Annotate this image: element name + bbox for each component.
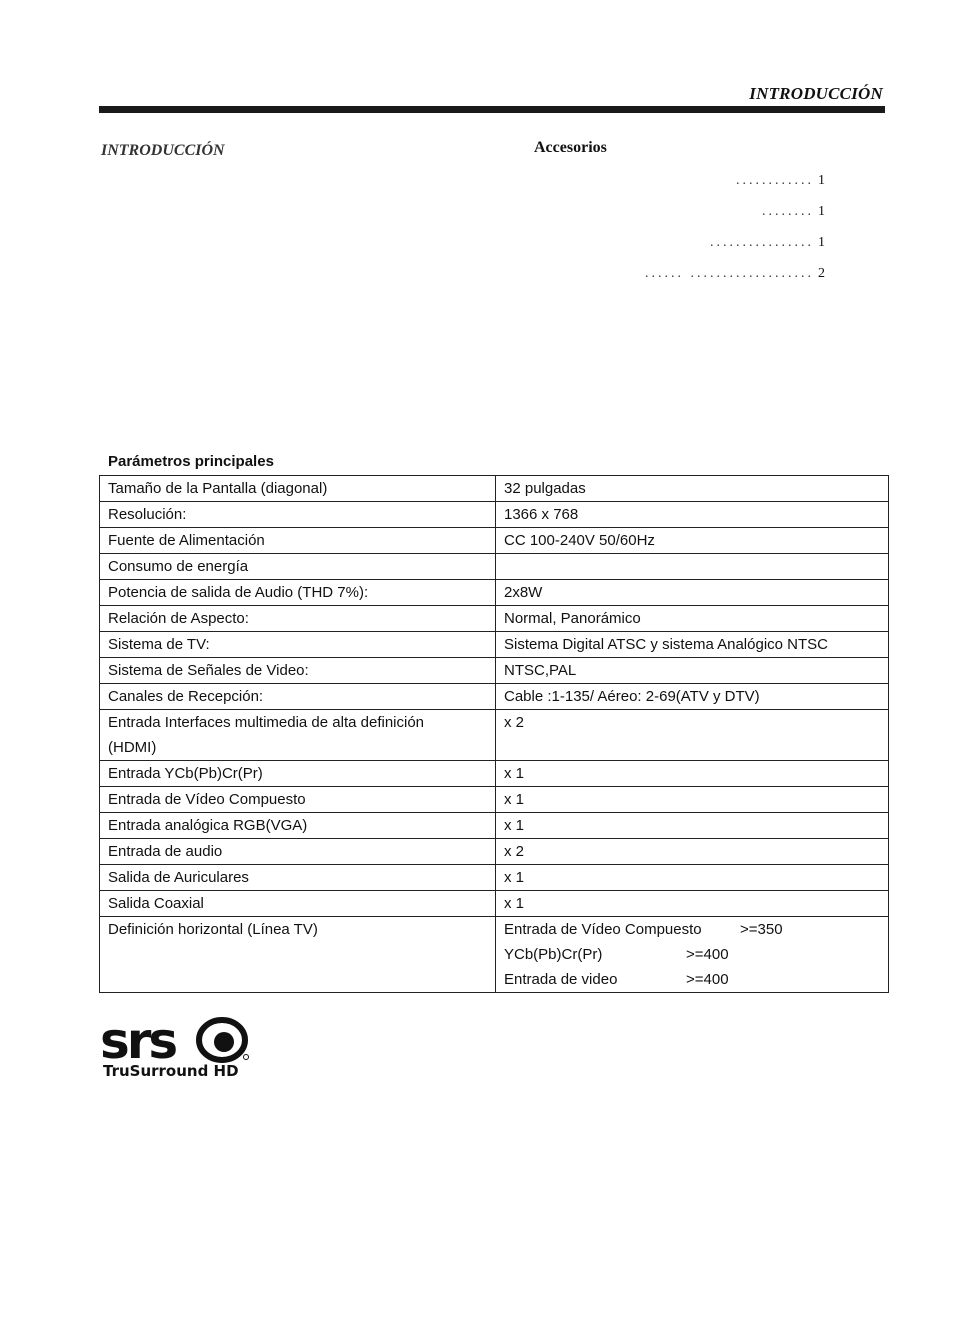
table-row (100, 787, 889, 813)
param-value: x 1 (496, 891, 889, 917)
accessory-qty: 1 (818, 173, 825, 188)
accessory-item (565, 204, 825, 235)
param-value: 1366 x 768 (496, 502, 889, 528)
param-value (496, 554, 889, 580)
param-label: Consumo de energía (100, 554, 496, 580)
definition-name: Entrada de video (504, 971, 618, 988)
table-row (100, 580, 889, 606)
param-label: Entrada de audio (100, 839, 496, 865)
table-row (100, 658, 889, 684)
table-row (100, 839, 889, 865)
definition-name: Entrada de Vídeo Compuesto (504, 921, 702, 938)
accessory-item (565, 235, 825, 266)
param-label-line: (HDMI) (108, 739, 157, 756)
table-row (100, 813, 889, 839)
accessory-item (565, 266, 825, 297)
leader-dots: ................ (710, 235, 814, 250)
param-label (100, 710, 496, 761)
accessories-list (565, 173, 825, 297)
leader-dots: ............ (736, 173, 814, 188)
param-value: CC 100-240V 50/60Hz (496, 528, 889, 554)
definition-name: YCb(Pb)Cr(Pr) (504, 946, 603, 963)
table-row (100, 865, 889, 891)
table-row (100, 502, 889, 528)
param-label: Potencia de salida de Audio (THD 7%): (100, 580, 496, 606)
param-value: x 1 (496, 787, 889, 813)
param-label: Definición horizontal (Línea TV) (100, 917, 496, 993)
table-row (100, 891, 889, 917)
param-value: Sistema Digital ATSC y sistema Analógico NTSC (496, 632, 889, 658)
header-rule (99, 106, 885, 113)
params-table (99, 475, 889, 993)
param-label: Entrada YCb(Pb)Cr(Pr) (100, 761, 496, 787)
definition-line (504, 917, 880, 942)
definition-value: >=400 (686, 946, 729, 963)
param-value: x 2 (496, 710, 889, 761)
leader-dots: ........ (762, 204, 814, 219)
table-row (100, 606, 889, 632)
definition-value: >=400 (686, 971, 729, 988)
param-label: Salida de Auriculares (100, 865, 496, 891)
param-label: Sistema de TV: (100, 632, 496, 658)
svg-text:srs: srs (100, 1012, 176, 1070)
table-row (100, 554, 889, 580)
table-row (100, 761, 889, 787)
table-row (100, 917, 889, 993)
accessory-item (565, 173, 825, 204)
param-value: x 1 (496, 865, 889, 891)
params-title: Parámetros principales (108, 453, 274, 470)
section-title: INTRODUCCIÓN (101, 142, 225, 159)
param-value: 2x8W (496, 580, 889, 606)
accessories-title: Accesorios (534, 139, 607, 156)
param-label-line: Entrada Interfaces multimedia de alta definición (108, 714, 425, 731)
definition-line (504, 942, 880, 967)
param-value: NTSC,PAL (496, 658, 889, 684)
param-value: x 1 (496, 761, 889, 787)
leader-dots: ...... ................... (645, 266, 814, 281)
table-row (100, 684, 889, 710)
param-label: Tamaño de la Pantalla (diagonal) (100, 476, 496, 502)
param-label: Fuente de Alimentación (100, 528, 496, 554)
definition-value: >=350 (740, 921, 783, 938)
param-value: 32 pulgadas (496, 476, 889, 502)
param-label: Sistema de Señales de Video: (100, 658, 496, 684)
param-label: Salida Coaxial (100, 891, 496, 917)
param-value: x 2 (496, 839, 889, 865)
svg-text:TruSurround HD: TruSurround HD (103, 1062, 239, 1080)
accessory-qty: 1 (818, 204, 825, 219)
param-label: Entrada de Vídeo Compuesto (100, 787, 496, 813)
param-label: Resolución: (100, 502, 496, 528)
table-row (100, 632, 889, 658)
param-label: Canales de Recepción: (100, 684, 496, 710)
accessory-qty: 1 (818, 235, 825, 250)
accessory-qty: 2 (818, 266, 825, 281)
param-value: Normal, Panorámico (496, 606, 889, 632)
table-row (100, 528, 889, 554)
param-label: Relación de Aspecto: (100, 606, 496, 632)
table-row (100, 476, 889, 502)
param-label: Entrada analógica RGB(VGA) (100, 813, 496, 839)
param-value (496, 917, 889, 993)
page-header-title: INTRODUCCIÓN (749, 84, 883, 103)
param-value: x 1 (496, 813, 889, 839)
srs-trusurround-logo (100, 1012, 250, 1080)
table-row (100, 710, 889, 761)
param-value: Cable :1-135/ Aéreo: 2-69(ATV y DTV) (496, 684, 889, 710)
definition-line (504, 967, 880, 992)
